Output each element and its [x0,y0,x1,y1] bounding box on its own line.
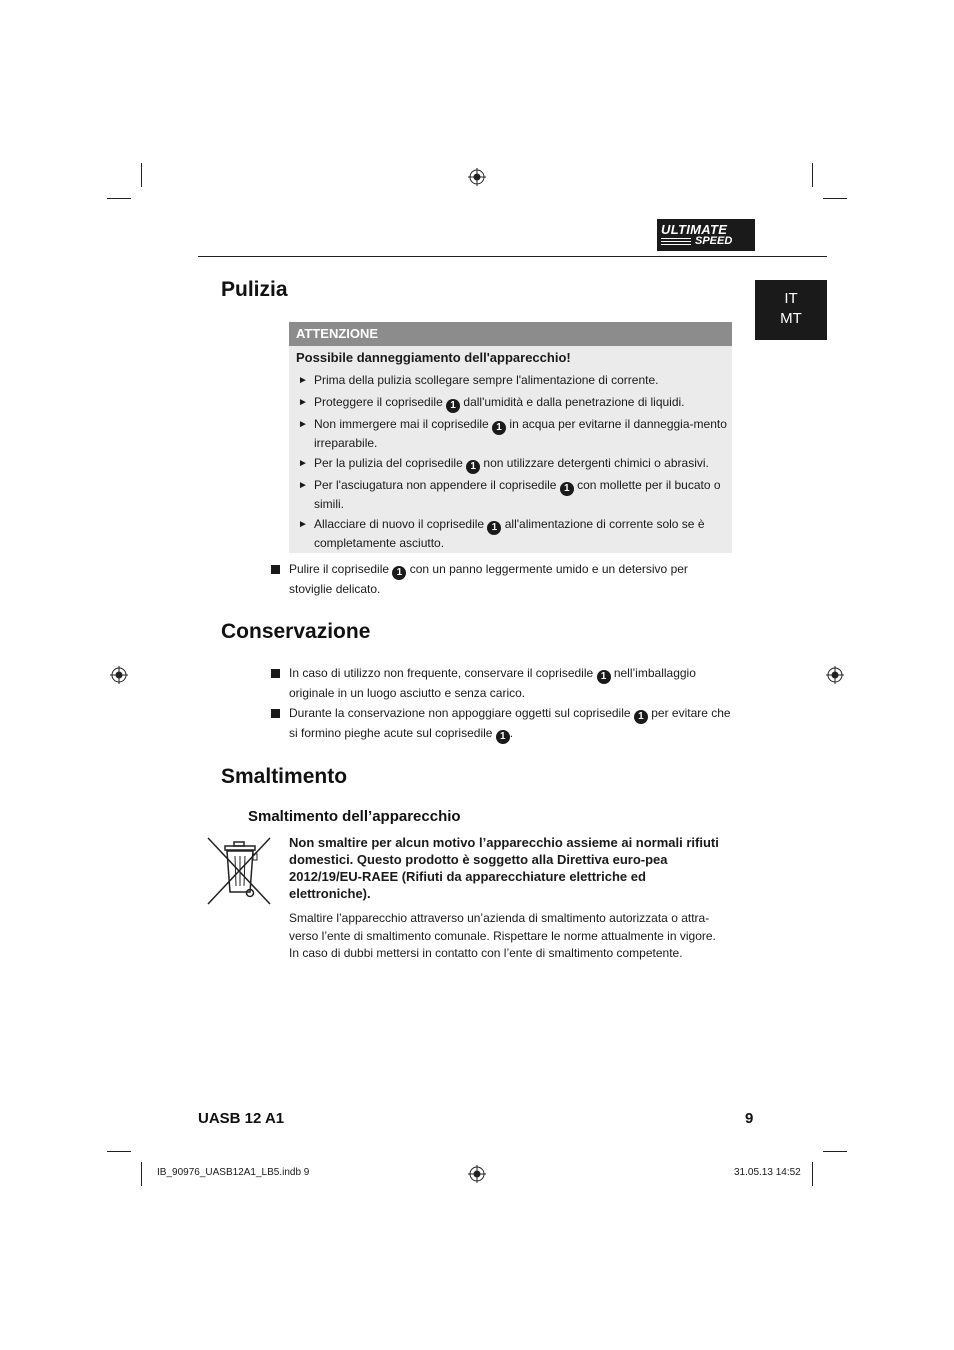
crop-mark [141,163,142,187]
part-number-badge: 1 [392,566,406,580]
bullet-text: Non immergere mai il coprisedile [314,417,493,431]
bullet-text: Prima della pulizia scollegare sempre l'alimentazione di corrente. [314,373,659,387]
crop-mark [812,163,813,187]
crossed-wheelie-bin-icon [206,836,272,906]
arrow-bullet-icon: ► [298,419,308,430]
step-text: con un panno leggermente umido e un detersivo per stoviglie delicato. [289,562,688,596]
logo-text-speed: SPEED [695,235,733,247]
bullet-text: Proteggere il coprisedile [314,395,447,409]
language-tab [755,280,827,340]
bullet-text: dall'umidità e dalla penetrazione di liquidi. [460,395,685,409]
step-text: Pulire il coprisedile [289,562,393,576]
part-number-badge: 1 [496,730,510,744]
square-bullet-icon [271,565,280,574]
print-file-info: IB_90976_UASB12A1_LB5.indb 9 [157,1167,310,1178]
disposal-warning-text: Non smaltire per alcun motivo l’apparecchio assieme ai normali rifiuti domestici. Questo prodotto è soggetto alla Direttiva euro-pea 2012/19/EU-RAEE (Rifiuti da apparecchiature elettriche ed elettroniche). [289,835,719,901]
bullet-text: non utilizzare detergenti chimici o abrasivi. [480,456,709,470]
step-text: Durante la conservazione non appoggiare oggetti sul coprisedile [289,706,634,720]
brand-logo [657,219,755,251]
bullet-text: con mollette per il bucato o simili. [314,478,721,511]
part-number-badge: 1 [560,482,574,496]
arrow-bullet-icon: ► [298,519,308,530]
crop-mark [107,198,131,199]
part-number-badge: 1 [446,399,460,413]
heading-pulizia: Pulizia [221,278,288,301]
arrow-bullet-icon: ► [298,375,308,386]
logo-text-ultimate: ULTIMATE [661,222,728,237]
step-text: In caso di utilizzo non frequente, conservare il coprisedile [289,666,597,680]
bullet-text: Allacciare di nuovo il coprisedile [314,517,488,531]
crop-mark [107,1151,131,1152]
print-datetime: 31.05.13 14:52 [734,1167,801,1178]
bullet-text: all'alimentazione di corrente solo se è completamente asciutto. [314,517,705,550]
square-bullet-icon [271,669,280,678]
bullet-text: in acqua per evitarne il danneggia-mento irreparabile. [314,417,727,450]
registration-mark-icon [826,666,844,684]
part-number-badge: 1 [634,710,648,724]
warning-title: Possibile danneggiamento dell'apparecchio! [296,350,571,365]
model-number: UASB 12 A1 [198,1110,285,1127]
warning-label: ATTENZIONE [296,326,379,341]
language-code-mt: MT [780,310,802,327]
heading-smaltimento: Smaltimento [221,765,348,788]
crop-mark [141,1162,142,1186]
registration-mark-icon [468,168,486,186]
part-number-badge: 1 [597,670,611,684]
heading-conservazione: Conservazione [221,620,371,643]
bullet-text: Per l'asciugatura non appendere il coprisedile [314,478,560,492]
arrow-bullet-icon: ► [298,480,308,491]
part-number-badge: 1 [492,421,506,435]
crop-mark [812,1162,813,1186]
language-code-it: IT [784,290,798,307]
square-bullet-icon [271,709,280,718]
step-text: . [509,726,514,740]
part-number-badge: 1 [466,460,480,474]
crop-mark [823,1151,847,1152]
arrow-bullet-icon: ► [298,397,308,408]
page-number: 9 [745,1110,754,1127]
bullet-text: Per la pulizia del coprisedile [314,456,467,470]
step-text: nell’imballaggio originale in un luogo asciutto e senza carico. [289,666,696,700]
step-text: per evitare che si formino pieghe acute sul coprisedile [289,706,731,740]
registration-mark-icon [468,1165,486,1183]
header-rule [198,256,827,257]
registration-mark-icon [110,666,128,684]
disposal-instructions-text: Smaltire l’apparecchio attraverso un’azienda di smaltimento autorizzata o attra-verso l’ente di smaltimento comunale. Rispettare le norme attualmente in vigore. In caso di dubbi mettersi in contatto con l’ente di smaltimento competente. [289,911,716,960]
part-number-badge: 1 [487,521,501,535]
subheading-smaltimento-apparecchio: Smaltimento dell’apparecchio [248,808,461,825]
crop-mark [823,198,847,199]
logo-stripes [661,238,691,247]
arrow-bullet-icon: ► [298,458,308,469]
warning-header [289,322,732,346]
